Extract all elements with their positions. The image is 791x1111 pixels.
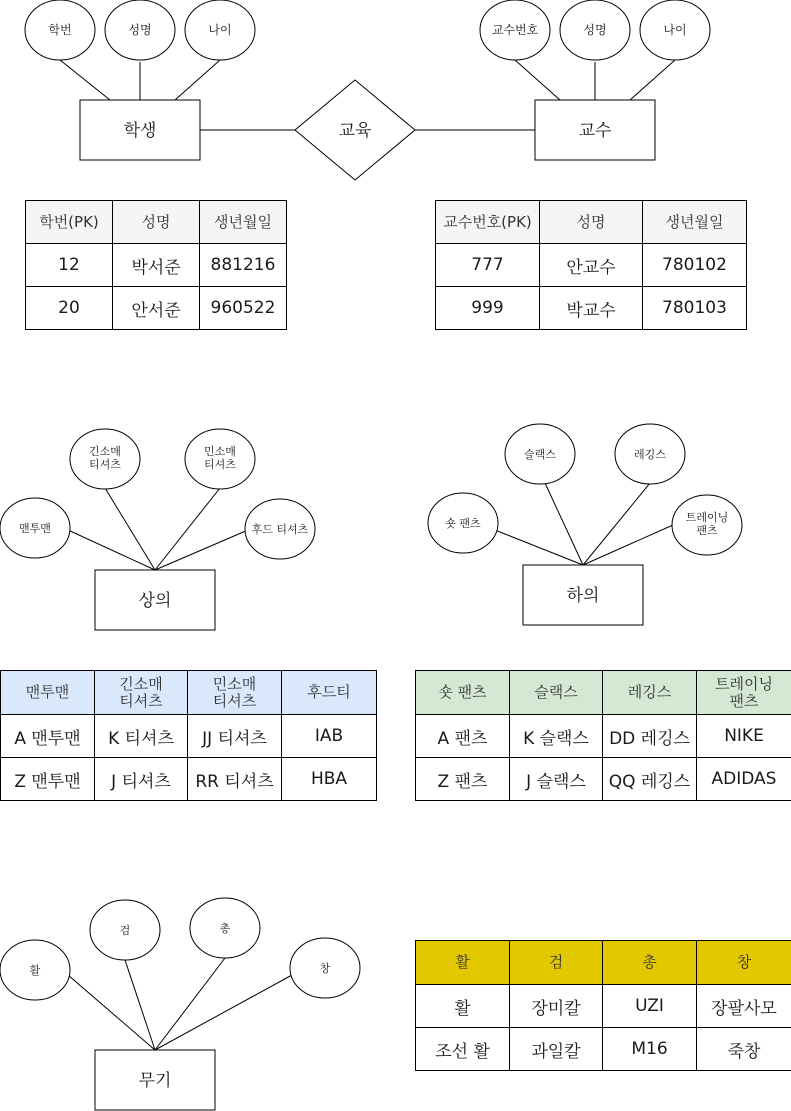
training-pants-label: 트레이닝 팬츠 bbox=[685, 511, 729, 537]
column-header: 교수번호(PK) bbox=[436, 201, 540, 244]
diagram-bottoms bbox=[428, 424, 742, 625]
table-cell: J 티셔츠 bbox=[95, 758, 188, 801]
diagram-tops bbox=[0, 429, 315, 630]
attr-ellipse-sweatshirt bbox=[0, 498, 70, 558]
column-header: 성명 bbox=[113, 201, 200, 244]
attr-ellipse-slacks bbox=[505, 424, 575, 484]
table-row bbox=[416, 985, 791, 1028]
diagram-student-professor bbox=[25, 0, 710, 180]
long-sleeve-label: 긴소매 티셔츠 bbox=[89, 445, 121, 471]
svg-text:검: 검 bbox=[119, 924, 131, 937]
attr-ellipse-bow bbox=[0, 940, 70, 1000]
column-header: 검 bbox=[510, 941, 603, 985]
entity-student bbox=[80, 100, 200, 160]
bottoms-table bbox=[415, 670, 791, 801]
table-row bbox=[416, 1028, 791, 1071]
entity-weapons bbox=[95, 1050, 215, 1110]
table-row bbox=[26, 287, 287, 330]
table-cell: 780103 bbox=[643, 287, 747, 330]
professor-table bbox=[435, 200, 747, 330]
table-cell: QQ 레깅스 bbox=[603, 758, 697, 801]
table-cell: DD 레깅스 bbox=[603, 715, 697, 758]
table-cell: A 맨투맨 bbox=[1, 715, 95, 758]
table-cell: 과일칼 bbox=[510, 1028, 603, 1071]
column-header: 생년월일 bbox=[200, 201, 287, 244]
table-cell: IAB bbox=[282, 715, 377, 758]
table-cell: ADIDAS bbox=[697, 758, 791, 801]
table-cell: 12 bbox=[26, 244, 113, 287]
attr-ellipse-long-sleeve bbox=[70, 429, 140, 489]
attr-ellipse-leggings bbox=[615, 424, 685, 484]
column-header: 학번(PK) bbox=[26, 201, 113, 244]
attr-ellipse-spear bbox=[290, 938, 360, 998]
table-header-row bbox=[436, 201, 747, 244]
svg-text:성명: 성명 bbox=[128, 23, 152, 37]
svg-text:상의: 상의 bbox=[138, 591, 172, 611]
table-cell: 960522 bbox=[200, 287, 287, 330]
attr-ellipse-training-pants bbox=[672, 495, 742, 555]
svg-text:나이: 나이 bbox=[208, 23, 232, 37]
table-cell: 장팔사모 bbox=[697, 985, 791, 1028]
table-row bbox=[416, 715, 791, 758]
relationship-education bbox=[295, 80, 415, 180]
table-row bbox=[1, 715, 377, 758]
table-cell: 죽창 bbox=[697, 1028, 791, 1071]
svg-text:숏 팬츠: 숏 팬츠 bbox=[445, 517, 481, 530]
svg-text:창: 창 bbox=[319, 962, 331, 975]
entity-bottoms bbox=[523, 565, 643, 625]
attr-ellipse-short-pants bbox=[428, 493, 498, 553]
attr-ellipse-professor-id bbox=[480, 0, 550, 60]
table-cell: 777 bbox=[436, 244, 540, 287]
student-table bbox=[25, 200, 287, 330]
table-header-row bbox=[416, 941, 791, 985]
table-cell: 안교수 bbox=[540, 244, 643, 287]
attr-ellipse-student-age bbox=[185, 0, 255, 60]
column-header: 민소매 티셔츠 bbox=[188, 671, 282, 715]
table-header-row bbox=[26, 201, 287, 244]
table-header-row bbox=[1, 671, 377, 715]
svg-text:나이: 나이 bbox=[663, 23, 687, 37]
table-cell: HBA bbox=[282, 758, 377, 801]
svg-text:후드 티셔츠: 후드 티셔츠 bbox=[251, 523, 309, 536]
table-cell: JJ 티셔츠 bbox=[188, 715, 282, 758]
column-header: 창 bbox=[697, 941, 791, 985]
svg-text:교수: 교수 bbox=[578, 121, 612, 141]
attr-ellipse-professor-name bbox=[560, 0, 630, 60]
table-cell: NIKE bbox=[697, 715, 791, 758]
svg-text:교수번호: 교수번호 bbox=[491, 23, 539, 37]
attr-ellipse-sword bbox=[90, 900, 160, 960]
table-row bbox=[1, 758, 377, 801]
table-row bbox=[436, 287, 747, 330]
svg-text:하의: 하의 bbox=[566, 586, 600, 606]
table-cell: J 슬랙스 bbox=[510, 758, 603, 801]
weapons-table bbox=[415, 940, 791, 1071]
table-cell: Z 팬츠 bbox=[416, 758, 510, 801]
column-header: 활 bbox=[416, 941, 510, 985]
column-header: 긴소매 티셔츠 bbox=[95, 671, 188, 715]
svg-text:맨투맨: 맨투맨 bbox=[19, 522, 51, 535]
table-cell: 20 bbox=[26, 287, 113, 330]
attr-ellipse-student-name bbox=[105, 0, 175, 60]
attr-ellipse-gun bbox=[190, 898, 260, 958]
column-header: 후드티 bbox=[282, 671, 377, 715]
tops-table bbox=[0, 670, 377, 801]
table-cell: 조선 활 bbox=[416, 1028, 510, 1071]
column-header: 슬랙스 bbox=[510, 671, 603, 715]
table-cell: 780102 bbox=[643, 244, 747, 287]
svg-text:학생: 학생 bbox=[123, 121, 157, 141]
column-header: 성명 bbox=[540, 201, 643, 244]
table-cell: M16 bbox=[603, 1028, 697, 1071]
column-header: 맨투맨 bbox=[1, 671, 95, 715]
table-row bbox=[26, 244, 287, 287]
column-header: 총 bbox=[603, 941, 697, 985]
table-header-row bbox=[416, 671, 791, 715]
sleeveless-label: 민소매 티셔츠 bbox=[204, 445, 236, 471]
attr-ellipse-student-id bbox=[25, 0, 95, 60]
entity-professor bbox=[535, 100, 655, 160]
table-cell: UZI bbox=[603, 985, 697, 1028]
table-cell: Z 맨투맨 bbox=[1, 758, 95, 801]
table-cell: 활 bbox=[416, 985, 510, 1028]
table-cell: K 슬랙스 bbox=[510, 715, 603, 758]
table-cell: RR 티셔츠 bbox=[188, 758, 282, 801]
svg-text:교육: 교육 bbox=[338, 121, 372, 141]
table-cell: 999 bbox=[436, 287, 540, 330]
svg-text:총: 총 bbox=[219, 922, 231, 935]
attr-ellipse-hoodie bbox=[245, 499, 315, 559]
svg-text:학번: 학번 bbox=[48, 23, 72, 37]
attr-ellipse-professor-age bbox=[640, 0, 710, 60]
svg-text:활: 활 bbox=[29, 964, 41, 977]
entity-tops bbox=[95, 570, 215, 630]
table-cell: 박교수 bbox=[540, 287, 643, 330]
column-header: 숏 팬츠 bbox=[416, 671, 510, 715]
svg-text:성명: 성명 bbox=[583, 23, 607, 37]
svg-text:레깅스: 레깅스 bbox=[634, 448, 666, 461]
diagram-weapons bbox=[0, 898, 360, 1110]
svg-text:무기: 무기 bbox=[138, 1071, 172, 1091]
table-cell: 박서준 bbox=[113, 244, 200, 287]
table-cell: 안서준 bbox=[113, 287, 200, 330]
table-cell: 881216 bbox=[200, 244, 287, 287]
table-row bbox=[416, 758, 791, 801]
table-cell: K 티셔츠 bbox=[95, 715, 188, 758]
column-header: 생년월일 bbox=[643, 201, 747, 244]
table-cell: 장미칼 bbox=[510, 985, 603, 1028]
attr-ellipse-sleeveless bbox=[185, 429, 255, 489]
svg-text:슬랙스: 슬랙스 bbox=[524, 448, 556, 461]
column-header: 레깅스 bbox=[603, 671, 697, 715]
table-cell: A 팬츠 bbox=[416, 715, 510, 758]
table-row bbox=[436, 244, 747, 287]
column-header: 트레이닝 팬츠 bbox=[697, 671, 791, 715]
